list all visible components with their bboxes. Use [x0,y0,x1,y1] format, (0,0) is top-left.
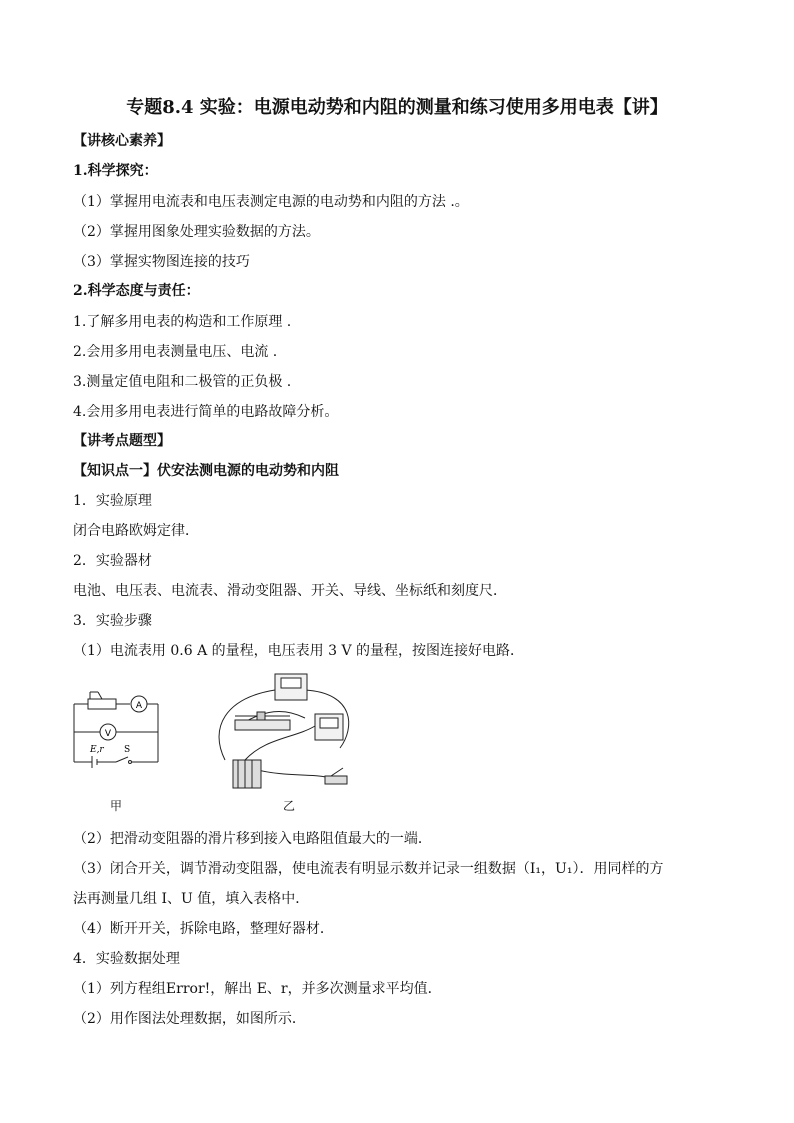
ammeter-label: A [135,701,143,711]
figure-caption-right: 乙 [283,799,296,813]
text-line: （1）掌握用电流表和电压表测定电源的电动势和内阻的方法 .。 [73,194,469,210]
text-line: （3）闭合开关，调节滑动变阻器，使电流表有明显示数并记录一组数据（I₁，U₁）．用同样的方 [73,861,664,877]
text-line: （2）用作图法处理数据，如图所示． [73,1011,306,1027]
text-line: 3.测量定值电阻和二极管的正负极 . [73,374,292,390]
figure-caption-left: 甲 [110,799,123,813]
text-line: 2．实验器材 [73,553,152,569]
switch-device [325,776,347,784]
circuit-schematic [68,682,168,772]
section-heading: 【讲考点题型】 [73,433,171,449]
text-line: 1．实验原理 [73,493,152,509]
text-line: 1.了解多用电表的构造和工作原理 . [73,314,292,330]
text-line: 法再测量几组 I、U 值，填入表格中． [73,891,310,907]
voltmeter-label: V [104,729,112,739]
text-line: （2）掌握用图象处理实验数据的方法。 [73,224,320,240]
text-line: 电池、电压表、电流表、滑动变阻器、开关、导线、坐标纸和刻度尺． [73,583,507,599]
text-line: 4．实验数据处理 [73,951,180,967]
text-line: 4.会用多用电表进行简单的电路故障分析。 [73,404,339,420]
text-line: 闭合电路欧姆定律． [73,523,199,539]
emf-label: E,r [90,745,104,755]
subheading: 2.科学态度与责任： [73,283,200,299]
page-title: 专题8.4 实验：电源电动势和内阻的测量和练习使用多用电表【讲】 [126,97,668,118]
text-line: （1）列方程组Error!，解出 E、r，并多次测量求平均值． [73,981,442,997]
text-line: 3．实验步骤 [73,613,152,629]
text-line: （2）把滑动变阻器的滑片移到接入电路阻值最大的一端． [73,831,432,847]
rheostat-device [235,720,290,730]
text-line: （4）断开开关，拆除电路，整理好器材． [73,921,334,937]
section-heading: 【讲核心素养】 [73,133,171,149]
text-line: （1）电流表用 0.6 A 的量程，电压表用 3 V 的量程，按图连接好电路． [73,643,524,659]
switch-label: S [124,745,131,755]
apparatus-illustration [205,668,365,796]
knowledge-point-heading: 【知识点一】伏安法测电源的电动势和内阻 [73,463,339,479]
battery-device [233,760,261,788]
subheading: 1.科学探究： [73,163,158,179]
text-line: （3）掌握实物图连接的技巧 [73,254,250,270]
rheostat-symbol [88,699,116,709]
text-line: 2.会用多用电表测量电压、电流 . [73,344,278,360]
